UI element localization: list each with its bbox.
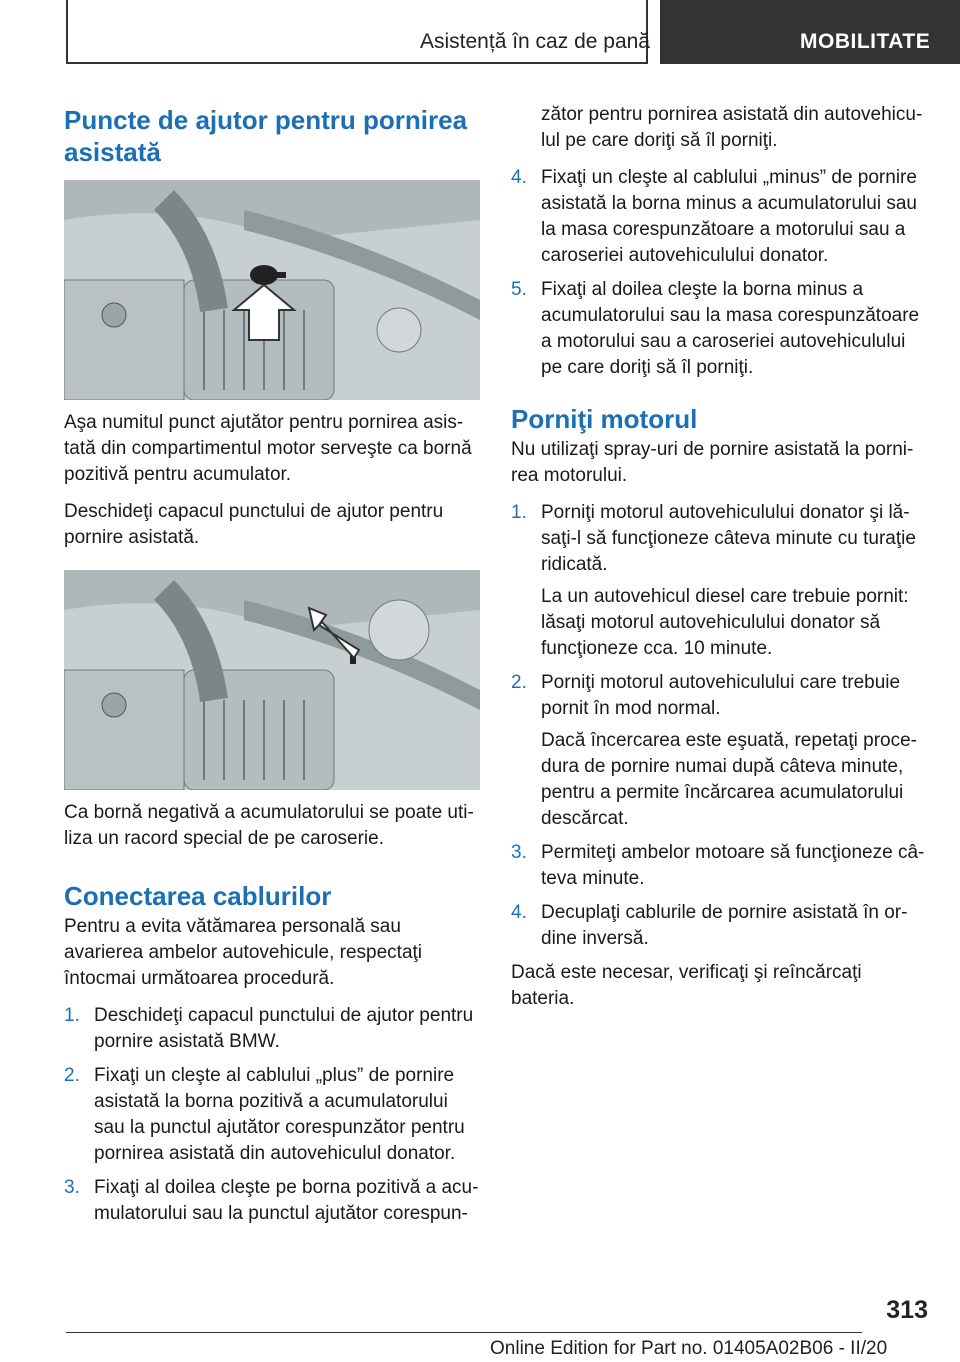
list-item <box>64 1003 479 1055</box>
paragraph: Ca bornă negativă a acumulatorului se poate utiliza un racord special de pe caroserie. <box>64 802 474 849</box>
paragraph: Pentru a evita vătămarea personală sau avarierea ambelor autovehicule, respectaţi întocmai următoarea procedură. <box>64 916 423 989</box>
step-number: 4. <box>511 902 527 923</box>
engine-illustration-1 <box>64 180 480 400</box>
paragraph: Nu utilizaţi spray-uri de pornire asistată la pornirea motorului. <box>511 439 914 486</box>
step-text: Deschideţi capacul punctului de ajutor pentru pornire asistată BMW. <box>94 1005 474 1052</box>
step-text: Fixaţi al doilea cleşte la borna minus a acumulatorului sau la masa corespunzătoare a motorului sau a caroseriei autovehiculului pe care doriţi să îl porniţi. <box>541 279 920 378</box>
step-text: Decuplaţi cablurile de pornire asistată în ordine inversă. <box>541 902 908 949</box>
footer-edition: Online Edition for Part no. 01405A02B06 - II/20 <box>490 1338 888 1359</box>
left-column-text-2 <box>64 800 479 1235</box>
paragraph: Dacă este necesar, verificaţi şi reîncărcaţi bateria. <box>511 962 862 1009</box>
page-number: 313 <box>886 1296 928 1324</box>
header-section-title: Asistență în caz de pană <box>420 30 650 53</box>
step-subtext: La un autovehicul diesel care trebuie pornit: lăsaţi motorul autovehiculului donator să funcţioneze cca. 10 minute. <box>541 586 909 659</box>
paragraph: Deschideţi capacul punctului de ajutor pentru pornire asistată. <box>64 501 444 548</box>
list-item <box>511 277 926 381</box>
step-number: 2. <box>64 1065 80 1086</box>
list-item <box>511 670 926 832</box>
paragraph: Aşa numitul punct ajutător pentru pornirea asistată din compartimentul motor serveşte ca bornă pozitivă pentru acumulator. <box>64 412 472 485</box>
step-subtext: Dacă încercarea este eşuată, repetaţi procedura de pornire numai după câteva minute, pentru a permite încărcarea acumulatorului descărcat. <box>541 730 917 829</box>
left-column <box>64 104 479 168</box>
steps-list-start <box>511 500 926 952</box>
list-item <box>64 1175 479 1227</box>
steps-list-left <box>64 1003 479 1227</box>
header-chapter-title: MOBILITATE <box>800 30 931 53</box>
step-text: Fixaţi un cleşte al cablului „plus” de pornire asistată la borna pozitivă a acumulatorului sau la punctul ajutător corespunzător pentru pornirea asistată din autovehiculul donator. <box>94 1065 465 1164</box>
footer-divider <box>66 1332 862 1333</box>
step-number: 1. <box>511 502 527 523</box>
step-number: 3. <box>511 842 527 863</box>
heading-start-engine: Porniţi motorul <box>511 404 698 434</box>
step-text: Fixaţi un cleşte al cablului „minus” de pornire asistată la borna minus a acumulatorului sau la masa corespunzătoare a motorului sau a caroseriei autovehiculului donator. <box>541 167 917 266</box>
step-number: 4. <box>511 167 527 188</box>
step-number: 1. <box>64 1005 80 1026</box>
step-text: Porniţi motorul autovehiculului care trebuie pornit în mod normal. <box>541 672 901 719</box>
step-number: 2. <box>511 672 527 693</box>
step-number: 3. <box>64 1177 80 1198</box>
engine-photo-positive-point <box>64 180 480 400</box>
engine-illustration-2 <box>64 570 480 790</box>
list-item <box>64 1063 479 1167</box>
steps-list-right <box>511 165 926 381</box>
heading-jump-start-points: Puncte de ajutor pentru pornirea asistată <box>64 105 468 167</box>
heading-connecting-cables: Conectarea cablurilor <box>64 881 332 911</box>
paragraph-continued: zător pentru pornirea asistată din autovehiculul pe care doriţi să îl porniţi. <box>541 104 923 151</box>
step-number: 5. <box>511 279 527 300</box>
list-item <box>511 500 926 662</box>
list-item <box>511 900 926 952</box>
left-column-text-1 <box>64 410 479 562</box>
list-item <box>511 165 926 269</box>
step-text: Fixaţi al doilea cleşte pe borna pozitivă a acumulatorului sau la punctul ajutător corespun- <box>94 1177 479 1224</box>
list-item <box>511 840 926 892</box>
step-text: Porniţi motorul autovehiculului donator şi lăsaţi-l să funcţioneze câteva minute cu turaţie ridicată. <box>541 502 916 575</box>
step-text: Permiteţi ambelor motoare să funcţioneze câteva minute. <box>541 842 925 889</box>
engine-photo-negative-point <box>64 570 480 790</box>
right-column <box>511 102 926 1023</box>
